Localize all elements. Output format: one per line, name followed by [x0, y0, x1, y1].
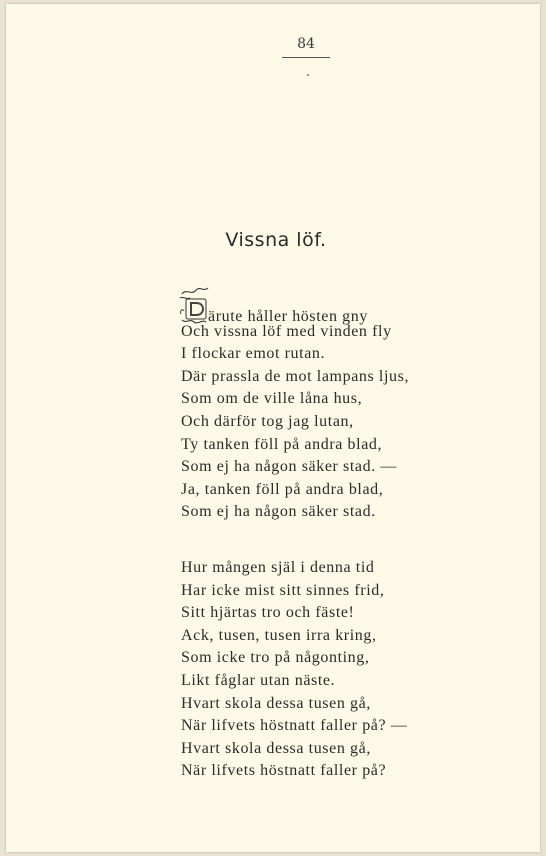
poem-line: Ty tanken föll på andra blad,: [181, 435, 383, 453]
poem-line: Hur mången själ i denna tid: [181, 559, 375, 576]
poem-line: Som ej ha någon säker stad. —: [181, 458, 398, 476]
page-number: 84: [297, 36, 315, 52]
poem-line: Hvart skola dessa tusen gå,: [181, 739, 371, 757]
page-number-rule: [282, 57, 330, 58]
poem-line: Ack, tusen, tusen irra kring,: [181, 626, 377, 644]
stanza-1: [181, 298, 409, 524]
stanza-2: [181, 557, 407, 783]
poem-line: Likt fåglar utan näste.: [181, 671, 336, 689]
poem-line: I flockar emot rutan.: [181, 345, 326, 363]
poem-line: Har icke mist sitt sinnes frid,: [181, 581, 385, 599]
poem-line: När lifvets höstnatt faller på? —: [181, 717, 408, 735]
page-speck: [307, 74, 309, 76]
poem-line-first: [181, 298, 409, 325]
ornamental-drop-cap-d-icon: [181, 298, 207, 324]
poem-line: Som ej ha någon säker stad.: [181, 503, 376, 521]
poem-line: Som icke tro på någonting,: [181, 649, 370, 667]
poem-line: När lifvets höstnatt faller på?: [181, 762, 387, 780]
poem-line: Som om de ville låna hus,: [181, 390, 363, 408]
poem-title: Vissna löf.: [225, 229, 327, 251]
poem-line: Där prassla de mot lampans ljus,: [181, 367, 410, 385]
poem-line: Och vissna löf med vinden fly: [181, 322, 392, 340]
poem-line: Ja, tanken föll på andra blad,: [181, 480, 384, 498]
poem-line-text: ärute håller hösten gny: [208, 308, 368, 325]
poem-line: Hvart skola dessa tusen gå,: [181, 694, 371, 712]
book-page: [6, 4, 540, 852]
poem-line: Och därför tog jag lutan,: [181, 412, 354, 430]
poem-line: Sitt hjärtas tro och fäste!: [181, 604, 355, 622]
